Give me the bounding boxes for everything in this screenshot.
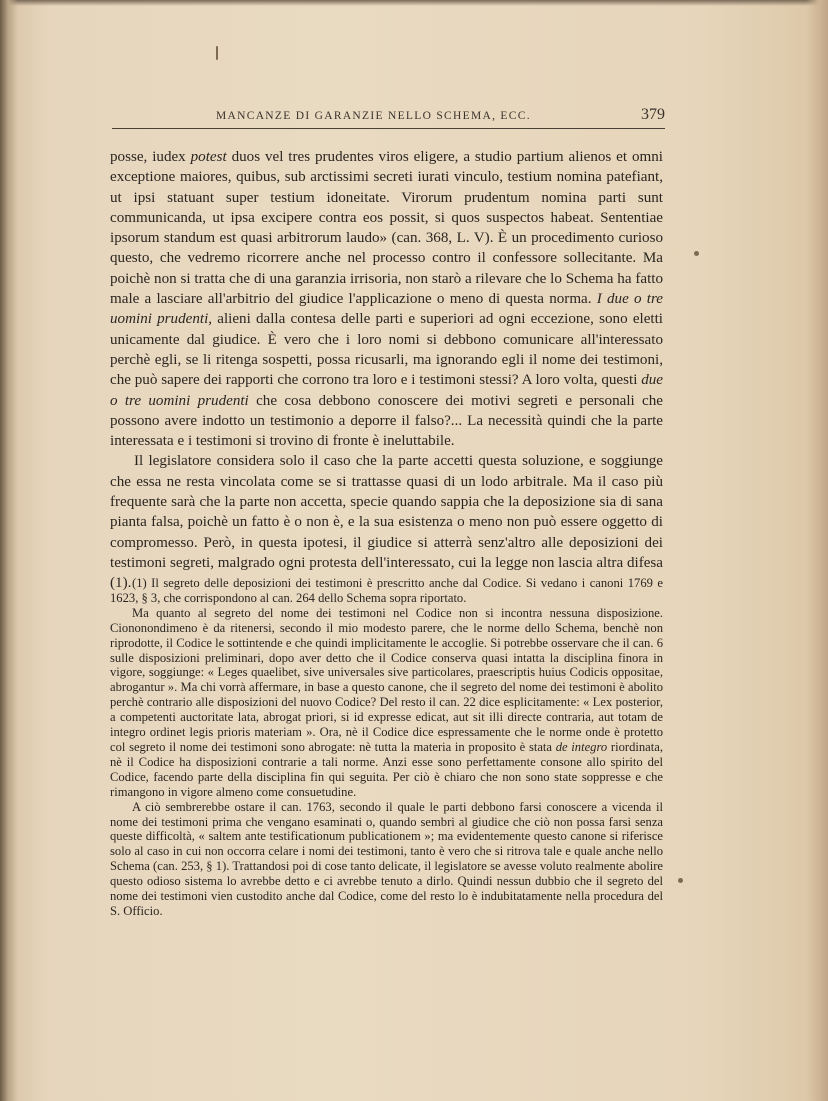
italic-run: I due o tre uomini prudenti,: [110, 291, 663, 328]
paper-speck: [694, 251, 699, 256]
text-run: posse, iudex: [110, 149, 191, 165]
footnote-paragraph-2: [110, 606, 663, 800]
running-head: MANCANZE DI GARANZIE NELLO SCHEMA, ECC.: [216, 110, 531, 122]
page-top-edge: [0, 0, 828, 6]
paragraph-1: [110, 147, 663, 451]
text-run: Ma quanto al segreto del nome dei testimoni nel Codice non si incontra nessuna disposizione. Ciononondimeno è da ritenersi, secondo il mio modesto parere, che le norme dello Schema, benchè non riprodotte, il Codice le sottintende e che quindi implicitamente le accoglie. Si potrebbe osservare che il can. 6 sulle disposizioni preliminari, dopo aver detto che il Codice conserva quasi intatta la disciplina finora in vigore, soggiunge: « Leges quaelibet, sive universales sive particolares, praescriptis huius Codicis oppositae, abrogantur ». Ma chi vorrà affermare, in base a questo canone, che il segreto del nome dei testimoni è abolito perchè contrario alle disposizioni del nuovo Codice? Del resto il can. 22 dice esplicitamente: « Lex posterior, a competenti auctoritate lata, abrogat priori, si id expresse edicat, aut sit illi directe contraria, aut totam de integro ordinet legis prioris materiam ». Ora, nè il Codice dice espressamente che le norme onde è protetto col segreto il nome dei testimoni sono abrogate: nè tutta la materia in proposito è stata: [110, 605, 663, 754]
page-number: 379: [641, 106, 665, 123]
page-header: [112, 106, 665, 130]
footnote-1: (1) Il segreto delle deposizioni dei testimoni è prescritto anche dal Codice. Si vedano i canoni 1769 e 1623, § 3, che corrispondono al can. 264 dello Schema sopra riportato.: [110, 576, 663, 605]
italic-run: potest: [190, 149, 227, 165]
text-run: riordinata, nè il Codice ha disposizioni contrarie a tali norme. Anzi esse sono perfettamente consone allo spirito del Codice, facendo parte della disciplina fin qui seguita. Per ciò è chiaro che non sono state soppresse e che rimangono in vigore almeno come consuetudine.: [110, 739, 663, 799]
text-run: che cosa debbono conoscere dei motivi segreti e personali che possono avere indotto un testimonio a deporre il falso?... La necessità quindi che la parte interessata e i testimoni si trovino di fronte è ineluttabile.: [110, 392, 663, 450]
text-run: duos vel tres prudentes viros eligere, a studio partium alienos et omni exceptione maiores, quibus, sub arctissimi secreti iurati vinculo, testium nomina patefiant, ut ipsi statuant super testium idoneitate. Virorum prudentum nomina parti sunt communicanda, ut ipsa excipere contra eos possit, si quos suspectos habeat. Sententiae ipsorum standum est quasi arbitrorum laudo» (can. 368, L. V). È un procedimento curioso questo, che vedremo ricorrere anche nel processo contro il confessore sollecitante. Ma poichè non si tratta che di una garanzia irrisoria, non starò a rilevare che lo Schema ha fatto male a lasciare all'arbitrio del giudice l'applicazione o meno di questa norma.: [110, 149, 663, 308]
paper-speck: [216, 46, 218, 60]
paper-speck: [678, 878, 683, 883]
footnote-paragraph-3: A ciò sembrerebbe ostare il can. 1763, secondo il quale le parti debbono farsi conoscere a vicenda il nome dei testimoni prima che vengano esaminati o, quando sembri al giudice che ciò non possa farsi senza queste difficoltà, « saltem ante testificationum publicationem »; ma evidentemente questo canone si riferisce solo al caso in cui non occorra celare i nomi dei testimoni, tanto è vero che si ritrova tale e quale anche nello Schema (can. 253, § 1). Trattandosi poi di cose tanto delicate, il legislatore se avesse voluto realmente abolire questo odioso sistema lo avrebbe detto e ci avrebbe tenuto a dirlo. Quindi nessun dubbio che il segreto del nome dei testimoni vien custodito anche dal Codice, come del resto lo è indubitatamente nella procedura del S. Officio.: [110, 799, 663, 918]
text-run: alieni dalla contesa delle parti e superiori ad ogni eccezione, sono eletti unicamente dal giudice. È vero che i loro nomi si debbono comunicare all'interessato perchè egli, se li ritenga sospetti, possa ricusarli, ma ignorando egli il nome dei testimoni, che può sapere dei rapporti che corrono tra loro e i testimoni stessi? A loro volta, questi: [110, 311, 663, 389]
footnotes: [110, 576, 663, 919]
page-right-edge: [806, 0, 828, 1101]
header-rule: [112, 128, 665, 129]
italic-run: de integro: [555, 739, 608, 754]
main-text: [110, 147, 663, 594]
italic-run: due o tre uomini prudenti: [110, 372, 663, 409]
paragraph-2: Il legislatore considera solo il caso che la parte accetti questa soluzione, e soggiunge che essa ne resta vincolata come se si trattasse quasi di un lodo arbitrale. Ma il caso più frequente sarà che la parte non accetta, specie quando sappia che la deposizione sia di sana pianta falsa, poichè un fatto è o non è, e la sua esistenza o meno non può essere oggetto di compromesso. Però, in questa ipotesi, il giudice si atterrà senz'altro alle deposizioni dei testimoni segreti, malgrado ogni protesta dell'interessato, cui la legge non lascia altra difesa (1).: [110, 453, 663, 592]
binding-shadow: [0, 0, 18, 1101]
